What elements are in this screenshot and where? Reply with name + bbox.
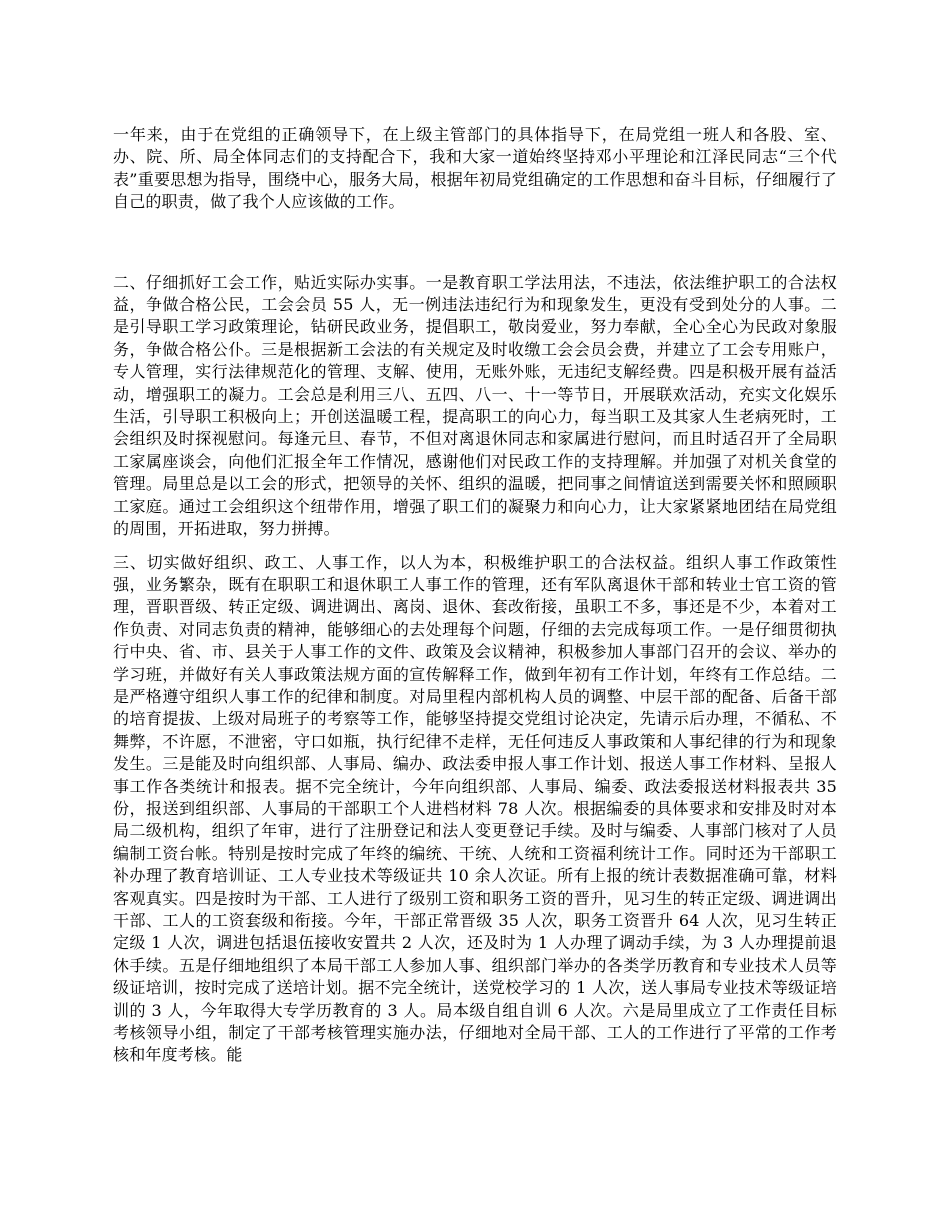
section-two-paragraph: 二、仔细抓好工会工作，贴近实际办实事。一是教育职工学法用法，不违法，依法维护职工的合法权益，争做合格公民，工会会员 55 人，无一例违法违纪行为和现象发生，更没有受到处分的人事。二是引导职工学习政策理论，钻研民政业务，提倡职工，敬岗爱业，努力奉献，全心全心为民政对象服务，争做合格公仆。三是根据新工会法的有关规定及时收缴工会会员会费，并建立了工会专用账户，专人管理，实行法律规范化的管理、支解、使用，无账外账，无违纪支解经费。四是积极开展有益活动，增强职工的凝力。工会总是利用三八、五四、八一、十一等节日，开展联欢活动，充实文化娱乐生活，引导职工积极向上；开创送温暖工程，提高职工的向心力，每当职工及其家人生老病死时，工会组织及时探视慰问。每逢元旦、春节，不但对离退休同志和家属进行慰问，而且时适召开了全局职工家属座谈会，向他们汇报全年工作情况，感谢他们对民政工作的支持理解。并加强了对机关食堂的管理。局里总是以工会的形式，把领导的关怀、组织的温暖，把同事之间情谊送到需要关怀和照顾职工家庭。通过工会组织这个纽带作用，增强了职工们的凝聚力和向心力，让大家紧紧地团结在局党组的周围，开拓进取，努力拼搏。: [113, 272, 837, 539]
document-page: [113, 124, 837, 1067]
intro-paragraph: 一年来，由于在党组的正确领导下，在上级主管部门的具体指导下，在局党组一班人和各股、室、办、院、所、局全体同志们的支持配合下，我和大家一道始终坚持邓小平理论和江泽民同志“三个代表”重要思想为指导，围绕中心，服务大局，根据年初局党组确定的工作思想和奋斗目标，仔细履行了自己的职责，做了我个人应该做的工作。: [113, 125, 837, 212]
section-three-paragraph: 三、切实做好组织、政工、人事工作，以人为本，积极维护职工的合法权益。组织人事工作政策性强，业务繁杂，既有在职职工和退休职工人事工作的管理，还有军队离退休干部和转业士官工资的管理，晋职晋级、转正定级、调进调出、离岗、退休、套改衔接，虽职工不多，事还是不少，本着对工作负责、对同志负责的精神，能够细心的去处理每个问题，仔细的去完成每项工作。一是仔细贯彻执行中央、省、市、县关于人事工作的文件、政策及会议精神，积极参加人事部门召开的会议、举办的学习班，并做好有关人事政策法规方面的宣传解释工作，做到年初有工作计划，年终有工作总结。二是严格遵守组织人事工作的纪律和制度。对局里程内部机构人员的调整、中层干部的配备、后备干部的培育提拔、上级对局班子的考察等工作，能够坚持提交党组讨论决定，先请示后办理，不循私、不舞弊，不许愿，不泄密，守口如瓶，执行纪律不走样，无任何违反人事政策和人事纪律的行为和现象发生。三是能及时向组织部、人事局、编办、政法委申报人事工作计划、报送人事工作材料、呈报人事工作各类统计和报表。据不完全统计，今年向组织部、人事局、编委、政法委报送材料报表共 35 份，报送到组织部、人事局的干部职工个人进档材料 78 人次。根据编委的具体要求和安排及时对本局二级机构，组织了年审，进行了注册登记和法人变更登记手续。及时与编委、人事部门核对了人员编制工资台帐。特别是按时完成了年终的编统、干统、人统和工资福利统计工作。同时还为干部职工补办理了教育培训证、工人专业技术等级证共 10 余人次证。所有上报的统计表数据准确可靠，材料客观真实。四是按时为干部、工人进行了级别工资和职务工资的晋升，见习生的转正定级、调进调出干部、工人的工资套级和衔接。今年，干部正常晋级 35 人次，职务工资晋升 64 人次，见习生转正定级 1 人次，调进包括退伍接收安置共 2 人次，还及时为 1 人办理了调动手续，为 3 人办理提前退休手续。五是仔细地组织了本局干部工人参加人事、组织部门举办的各类学历教育和专业技术人员等级证培训，按时完成了送培计划。据不完全统计，送党校学习的 1 人次，送人事局专业技术等级证培训的 3 人，今年取得大专学历教育的 3 人。局本级自组自训 6 人次。六是局里成立了工作责任目标考核领导小组，制定了干部考核管理实施办法，仔细地对全局干部、工人的工作进行了平常的工作考核和年度考核。能: [113, 552, 837, 1065]
